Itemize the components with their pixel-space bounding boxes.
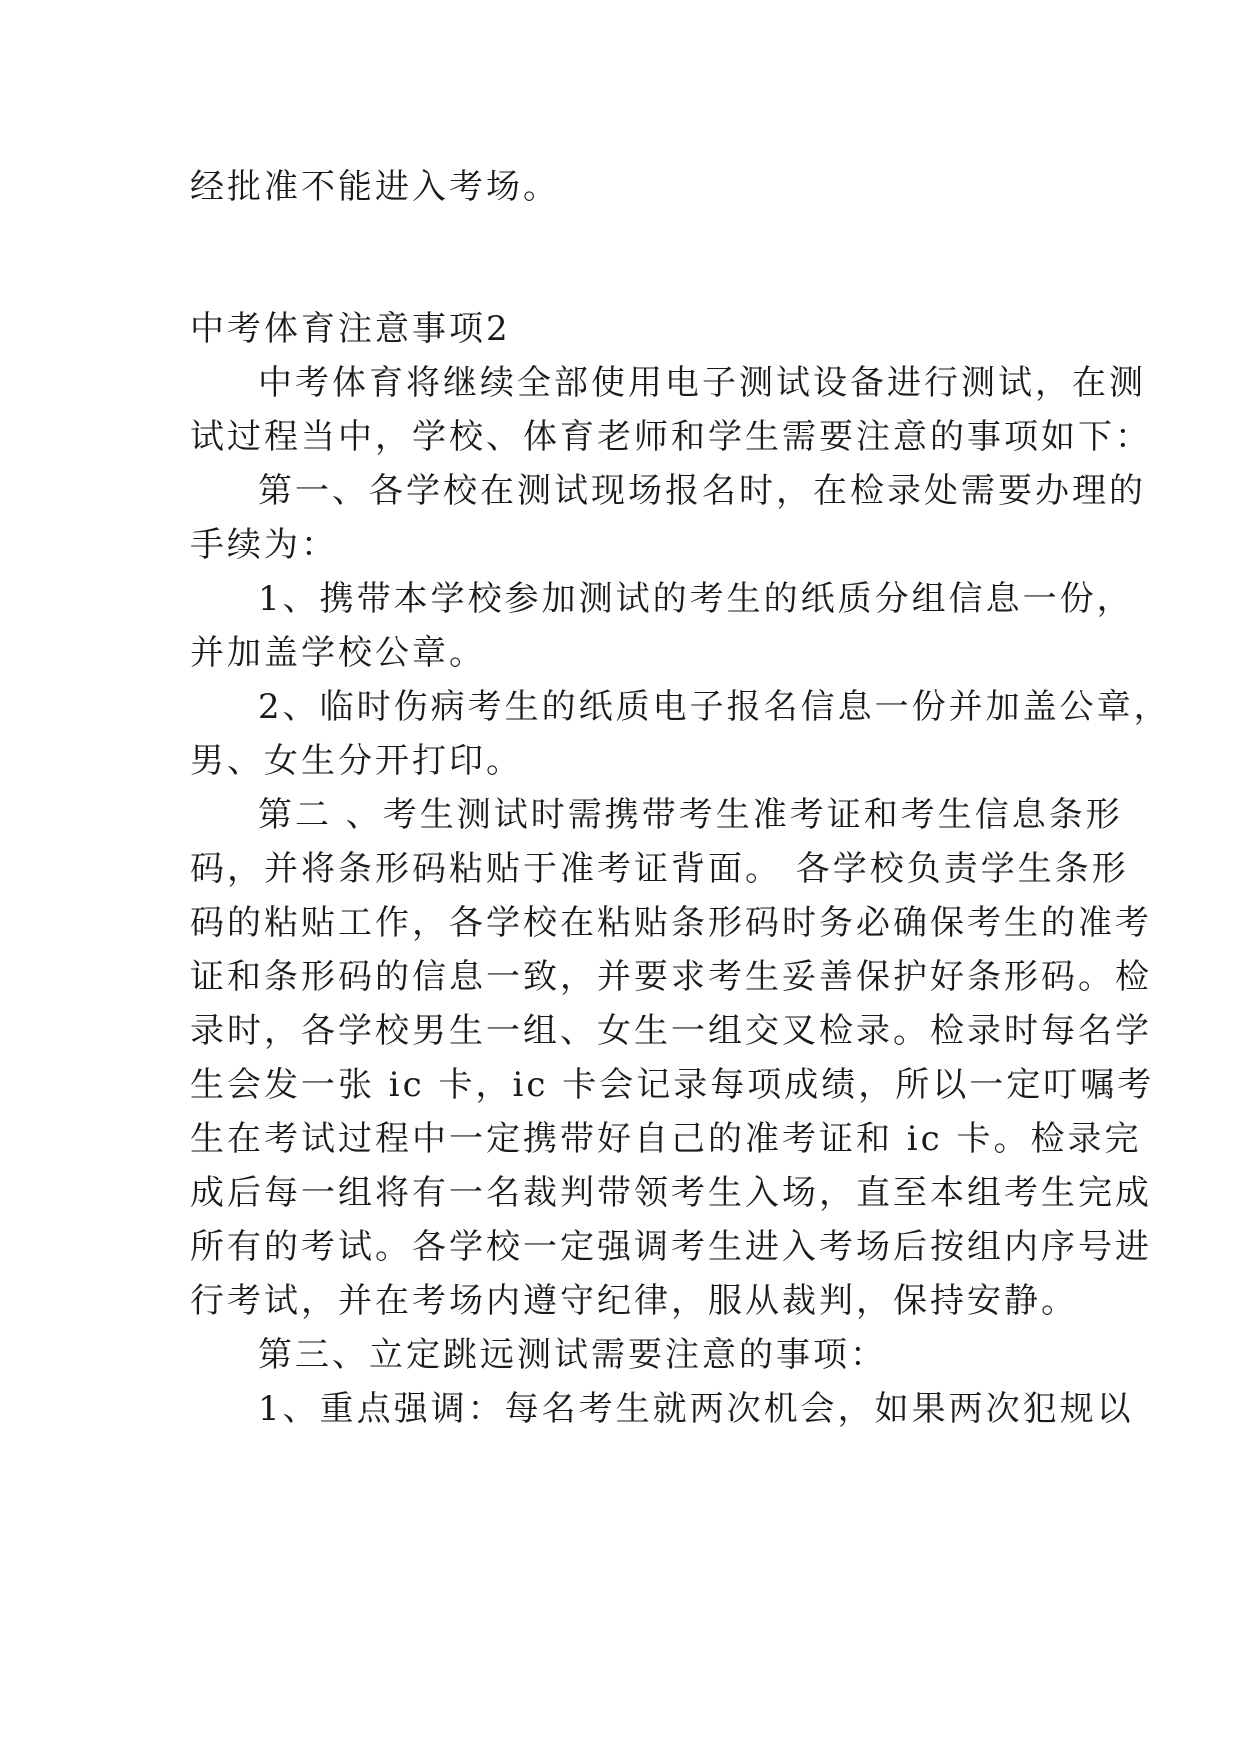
section-heading: 中考体育注意事项2 bbox=[190, 309, 511, 349]
list-item: 1、重点强调：每名考生就两次机会，如果两次犯规以 bbox=[258, 1389, 1134, 1429]
text-line: 经批准不能进入考场。 bbox=[190, 167, 560, 207]
text-line: 码的粘贴工作，各学校在粘贴条形码时务必确保考生的准考 bbox=[190, 903, 1152, 943]
text-line: 第一、各学校在测试现场报名时，在检录处需要办理的 bbox=[258, 471, 1146, 511]
text-line: 生在考试过程中一定携带好自己的准考证和 ic 卡。检录完 bbox=[190, 1119, 1142, 1159]
text-line: 试过程当中，学校、体育老师和学生需要注意的事项如下： bbox=[190, 417, 1152, 457]
text-line: 男、女生分开打印。 bbox=[190, 741, 523, 781]
text-line: 录时，各学校男生一组、女生一组交叉检录。检录时每名学 bbox=[190, 1011, 1152, 1051]
list-item: 1、携带本学校参加测试的考生的纸质分组信息一份， bbox=[258, 579, 1134, 619]
text-line: 证和条形码的信息一致，并要求考生妥善保护好条形码。检 bbox=[190, 957, 1152, 997]
text-line: 第二 、考生测试时需携带考生准考证和考生信息条形 bbox=[258, 795, 1123, 835]
list-item: 2、临时伤病考生的纸质电子报名信息一份并加盖公章， bbox=[258, 687, 1171, 727]
text-line: 所有的考试。各学校一定强调考生进入考场后按组内序号进 bbox=[190, 1227, 1152, 1267]
text-line: 码，并将条形码粘贴于准考证背面。 各学校负责学生条形 bbox=[190, 849, 1129, 889]
text-line: 并加盖学校公章。 bbox=[190, 633, 486, 673]
text-line: 生会发一张 ic 卡，ic 卡会记录每项成绩，所以一定叮嘱考 bbox=[190, 1065, 1155, 1105]
text-line: 手续为： bbox=[190, 525, 338, 565]
text-line: 第三、立定跳远测试需要注意的事项： bbox=[258, 1335, 887, 1375]
text-line: 行考试，并在考场内遵守纪律，服从裁判，保持安静。 bbox=[190, 1281, 1078, 1321]
text-line: 中考体育将继续全部使用电子测试设备进行测试，在测 bbox=[258, 363, 1146, 403]
text-line: 成后每一组将有一名裁判带领考生入场，直至本组考生完成 bbox=[190, 1173, 1152, 1213]
